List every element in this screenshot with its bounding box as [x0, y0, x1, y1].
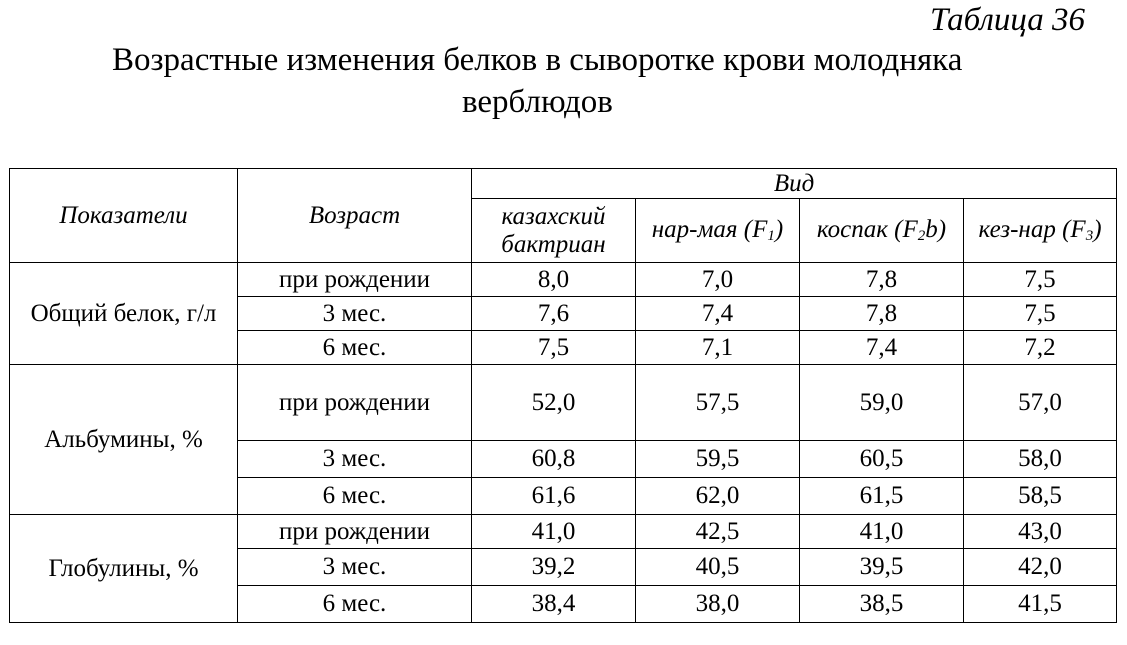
indicator-cell: Альбумины, % [10, 365, 238, 515]
value-cell: 39,5 [800, 549, 964, 586]
header-species-1: казахский бактриан [472, 199, 636, 263]
value-cell: 61,5 [800, 478, 964, 515]
table-title-continuation: верблюдов [462, 84, 613, 120]
age-cell: 6 мес. [238, 586, 472, 623]
header-species-3: коспак $(F_2b)$ [800, 199, 964, 263]
header-age: Возраст [238, 169, 472, 263]
value-cell: 8,0 [472, 263, 636, 297]
value-cell: 7,8 [800, 263, 964, 297]
value-cell: 7,8 [800, 297, 964, 331]
value-cell: 41,5 [964, 586, 1117, 623]
header-species-group: Вид [472, 169, 1117, 199]
value-cell: 61,6 [472, 478, 636, 515]
table-row [10, 515, 1117, 549]
value-cell: 60,5 [800, 441, 964, 478]
age-cell: 3 мес. [238, 297, 472, 331]
value-cell: 7,4 [636, 297, 800, 331]
table-title: Возрастные изменения белков в сыворотке крови молодняка [112, 42, 963, 78]
value-cell: 60,8 [472, 441, 636, 478]
value-cell: 7,1 [636, 331, 800, 365]
header-indicator: Показатели [10, 169, 238, 263]
value-cell: 7,4 [800, 331, 964, 365]
age-cell: 3 мес. [238, 549, 472, 586]
value-cell: 59,5 [636, 441, 800, 478]
value-cell: 42,5 [636, 515, 800, 549]
value-cell: 58,5 [964, 478, 1117, 515]
value-cell: 7,2 [964, 331, 1117, 365]
value-cell: 38,4 [472, 586, 636, 623]
age-cell: 6 мес. [238, 331, 472, 365]
header-species-4: кез-нар $(F_3)$ [964, 199, 1117, 263]
value-cell: 57,5 [636, 365, 800, 441]
value-cell: 38,5 [800, 586, 964, 623]
value-cell: 39,2 [472, 549, 636, 586]
age-cell: при рождении [238, 515, 472, 549]
value-cell: 43,0 [964, 515, 1117, 549]
value-cell: 7,5 [964, 263, 1117, 297]
value-cell: 57,0 [964, 365, 1117, 441]
header-species-2: нар-мая $(F_1)$ [636, 199, 800, 263]
indicator-cell: Общий белок, г/л [10, 263, 238, 365]
value-cell: 41,0 [472, 515, 636, 549]
value-cell: 52,0 [472, 365, 636, 441]
value-cell: 59,0 [800, 365, 964, 441]
value-cell: 7,5 [472, 331, 636, 365]
age-cell: при рождении [238, 263, 472, 297]
value-cell: 41,0 [800, 515, 964, 549]
indicator-cell: Глобулины, % [10, 515, 238, 623]
value-cell: 62,0 [636, 478, 800, 515]
data-table [9, 168, 1117, 623]
value-cell: 7,6 [472, 297, 636, 331]
table-row [10, 365, 1117, 441]
value-cell: 58,0 [964, 441, 1117, 478]
age-cell: 6 мес. [238, 478, 472, 515]
value-cell: 42,0 [964, 549, 1117, 586]
value-cell: 40,5 [636, 549, 800, 586]
value-cell: 7,0 [636, 263, 800, 297]
value-cell: 7,5 [964, 297, 1117, 331]
age-cell: при рождении [238, 365, 472, 441]
table-number: Таблица 36 [930, 2, 1085, 38]
table-row [10, 263, 1117, 297]
age-cell: 3 мес. [238, 441, 472, 478]
value-cell: 38,0 [636, 586, 800, 623]
